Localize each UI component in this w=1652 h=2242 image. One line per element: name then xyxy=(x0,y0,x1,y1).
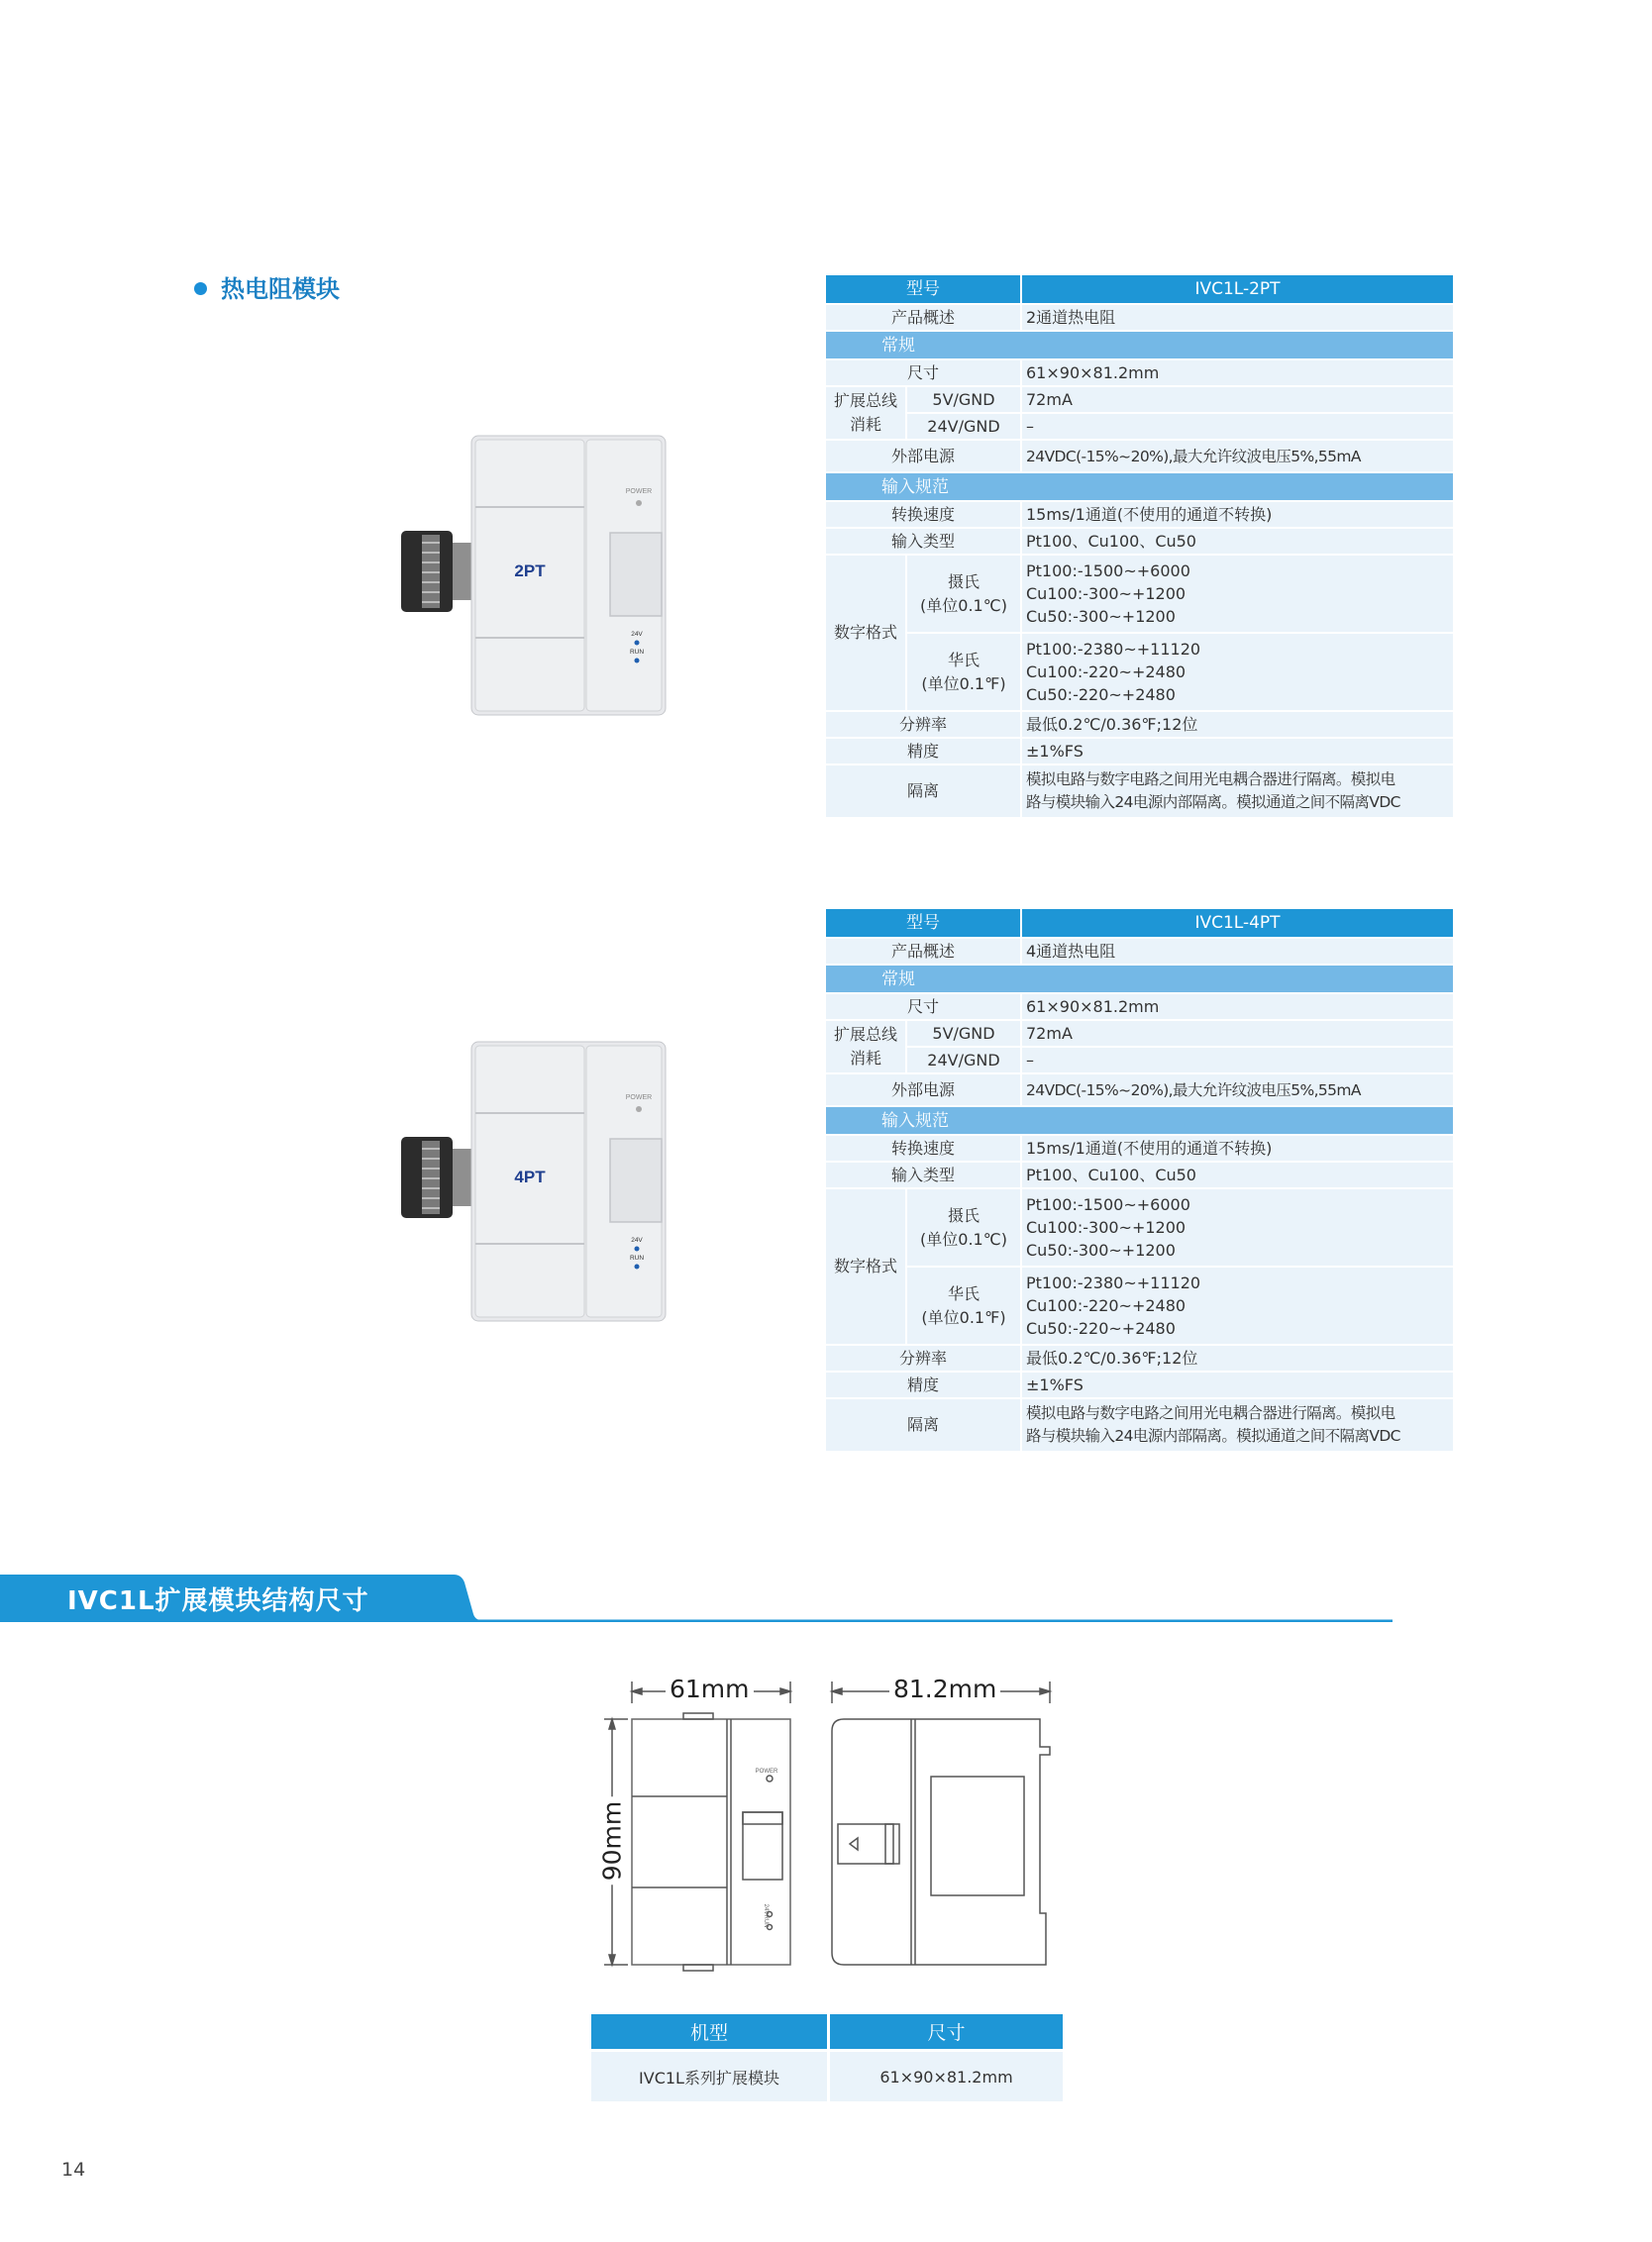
size-value: 61×90×81.2mm xyxy=(1020,994,1453,1019)
section-input: 输入规范 xyxy=(826,1107,1453,1134)
drawing-run-label: RUN xyxy=(763,1914,769,1928)
digital-format-label: 数字格式 xyxy=(826,556,905,710)
table-row xyxy=(591,2049,1063,2101)
table-row xyxy=(826,305,1453,330)
table-row xyxy=(826,275,1453,303)
bus-5v-value: 72mA xyxy=(1020,1021,1453,1046)
resolution-label: 分辨率 xyxy=(826,712,1020,737)
table-row xyxy=(826,332,1453,358)
power-led-icon xyxy=(636,1106,642,1112)
ribbon-connector-icon xyxy=(401,1137,472,1218)
resolution-label: 分辨率 xyxy=(826,1346,1020,1371)
celsius-value: Pt100:-1500~+6000 Cu100:-300~+1200 Cu50:-300~+1200 xyxy=(1020,556,1453,632)
bus-5v-value: 72mA xyxy=(1020,387,1453,412)
section-general: 常规 xyxy=(826,966,1453,992)
table-row xyxy=(826,556,1453,632)
bus-24v-label: 24V/GND xyxy=(905,1048,1020,1072)
row-size-value: 61×90×81.2mm xyxy=(827,2049,1063,2101)
celsius-label: 摄氏 (单位0.1℃) xyxy=(905,1189,1020,1266)
conv-speed-value: 15ms/1通道(不使用的通道不转换) xyxy=(1020,502,1453,527)
conv-speed-value: 15ms/1通道(不使用的通道不转换) xyxy=(1020,1136,1453,1161)
row-model-value: IVC1L系列扩展模块 xyxy=(591,2049,827,2101)
table-row xyxy=(591,2014,1063,2049)
digital-format-label: 数字格式 xyxy=(826,1189,905,1344)
bus-5v-label: 5V/GND xyxy=(905,1021,1020,1046)
table-row xyxy=(826,1373,1453,1397)
led-24v-icon xyxy=(635,1247,640,1252)
model-label: 型号 xyxy=(826,909,1020,937)
table-row xyxy=(826,387,1453,412)
bus-label: 扩展总线 消耗 xyxy=(826,387,905,439)
module-4pt-image xyxy=(396,1038,683,1325)
module-2pt-image xyxy=(396,432,683,719)
table-row xyxy=(826,1189,1453,1266)
celsius-value: Pt100:-1500~+6000 Cu100:-300~+1200 Cu50:-300~+1200 xyxy=(1020,1189,1453,1266)
led-24v-icon xyxy=(635,641,640,646)
led-run-icon xyxy=(635,659,640,663)
isolation-value: 模拟电路与数字电路之间用光电耦合器进行隔离。模拟电 路与模块输入24电源内部隔离。模拟通道之间不隔离VDC xyxy=(1020,1399,1453,1451)
table-row xyxy=(826,1346,1453,1371)
fahrenheit-value: Pt100:-2380~+11120 Cu100:-220~+2480 Cu50:-220~+2480 xyxy=(1020,634,1453,710)
model-label: 型号 xyxy=(826,275,1020,303)
spec-table-2pt xyxy=(826,273,1453,819)
table-row xyxy=(826,909,1453,937)
depth-dimension-label: 81.2mm xyxy=(889,1676,1000,1703)
module-label: 4PT xyxy=(514,1168,546,1186)
structure-banner-title: IVC1L扩展模块结构尺寸 xyxy=(67,1586,369,1616)
size-label: 尺寸 xyxy=(826,360,1020,385)
table-row xyxy=(826,1021,1453,1046)
ext-power-label: 外部电源 xyxy=(826,441,1020,471)
accuracy-value: ±1%FS xyxy=(1020,739,1453,764)
table-row xyxy=(826,1268,1453,1344)
led-24v-label: 24V xyxy=(631,1237,643,1244)
bus-label: 扩展总线 消耗 xyxy=(826,1021,905,1072)
section-general: 常规 xyxy=(826,332,1453,358)
power-led-icon xyxy=(636,500,642,506)
col-size-header: 尺寸 xyxy=(827,2014,1063,2049)
bus-24v-value: – xyxy=(1020,414,1453,439)
table-row xyxy=(826,939,1453,964)
size-value: 61×90×81.2mm xyxy=(1020,360,1453,385)
spec-table-4pt xyxy=(826,907,1453,1453)
isolation-label: 隔离 xyxy=(826,765,1020,817)
table-row xyxy=(826,765,1453,817)
ribbon-connector-icon xyxy=(401,531,472,612)
size-label: 尺寸 xyxy=(826,994,1020,1019)
drawing-24v-label: 24V xyxy=(763,1903,769,1915)
overview-value: 2通道热电阻 xyxy=(1020,305,1453,330)
table-row xyxy=(826,1074,1453,1105)
table-row xyxy=(826,966,1453,992)
table-row xyxy=(826,502,1453,527)
overview-value: 4通道热电阻 xyxy=(1020,939,1453,964)
bus-24v-value: – xyxy=(1020,1048,1453,1072)
input-type-label: 输入类型 xyxy=(826,1163,1020,1187)
table-row xyxy=(826,441,1453,471)
overview-label: 产品概述 xyxy=(826,305,1020,330)
section-heading-text: 热电阻模块 xyxy=(221,275,340,303)
table-row xyxy=(826,712,1453,737)
table-row xyxy=(826,360,1453,385)
fahrenheit-value: Pt100:-2380~+11120 Cu100:-220~+2480 Cu50:-220~+2480 xyxy=(1020,1268,1453,1344)
input-type-value: Pt100、Cu100、Cu50 xyxy=(1020,1163,1453,1187)
drawing-power-label: POWER xyxy=(755,1769,778,1775)
table-row xyxy=(826,529,1453,554)
input-type-value: Pt100、Cu100、Cu50 xyxy=(1020,529,1453,554)
model-value: IVC1L-2PT xyxy=(1020,275,1453,303)
table-row xyxy=(826,1399,1453,1451)
fahrenheit-label: 华氏 (单位0.1℉) xyxy=(905,634,1020,710)
bullet-dot-icon xyxy=(194,282,207,295)
celsius-label: 摄氏 (单位0.1℃) xyxy=(905,556,1020,632)
table-row xyxy=(826,1107,1453,1134)
bus-5v-label: 5V/GND xyxy=(905,387,1020,412)
table-row xyxy=(826,1136,1453,1161)
ext-power-value: 24VDC(-15%~20%),最大允许纹波电压5%,55mA xyxy=(1020,1074,1453,1105)
table-row xyxy=(826,414,1453,439)
table-row xyxy=(826,994,1453,1019)
table-row xyxy=(826,1163,1453,1187)
input-type-label: 输入类型 xyxy=(826,529,1020,554)
table-row xyxy=(826,634,1453,710)
resolution-value: 最低0.2℃/0.36℉;12位 xyxy=(1020,1346,1453,1371)
ext-power-value: 24VDC(-15%~20%),最大允许纹波电压5%,55mA xyxy=(1020,441,1453,471)
model-value: IVC1L-4PT xyxy=(1020,909,1453,937)
led-24v-label: 24V xyxy=(631,631,643,638)
power-label: POWER xyxy=(625,1094,653,1101)
accuracy-label: 精度 xyxy=(826,739,1020,764)
led-run-label: RUN xyxy=(629,1255,645,1262)
table-row xyxy=(826,1048,1453,1072)
table-row xyxy=(826,739,1453,764)
height-dimension-label: 90mm xyxy=(598,1797,626,1885)
isolation-value: 模拟电路与数字电路之间用光电耦合器进行隔离。模拟电 路与模块输入24电源内部隔离。模拟通道之间不隔离VDC xyxy=(1020,765,1453,817)
dimension-drawing xyxy=(594,1674,1070,1990)
conv-speed-label: 转换速度 xyxy=(826,502,1020,527)
page-number: 14 xyxy=(61,2159,86,2181)
accuracy-label: 精度 xyxy=(826,1373,1020,1397)
conv-speed-label: 转换速度 xyxy=(826,1136,1020,1161)
accuracy-value: ±1%FS xyxy=(1020,1373,1453,1397)
size-table xyxy=(591,2014,1063,2101)
ext-power-label: 外部电源 xyxy=(826,1074,1020,1105)
section-heading xyxy=(194,269,340,304)
col-model-header: 机型 xyxy=(591,2014,827,2049)
led-run-icon xyxy=(635,1265,640,1270)
fahrenheit-label: 华氏 (单位0.1℉) xyxy=(905,1268,1020,1344)
resolution-value: 最低0.2℃/0.36℉;12位 xyxy=(1020,712,1453,737)
width-dimension-label: 61mm xyxy=(666,1676,754,1703)
isolation-label: 隔离 xyxy=(826,1399,1020,1451)
module-label: 2PT xyxy=(514,561,546,580)
led-run-label: RUN xyxy=(629,649,645,656)
power-label: POWER xyxy=(625,488,653,495)
overview-label: 产品概述 xyxy=(826,939,1020,964)
bus-24v-label: 24V/GND xyxy=(905,414,1020,439)
table-row xyxy=(826,473,1453,500)
section-input: 输入规范 xyxy=(826,473,1453,500)
